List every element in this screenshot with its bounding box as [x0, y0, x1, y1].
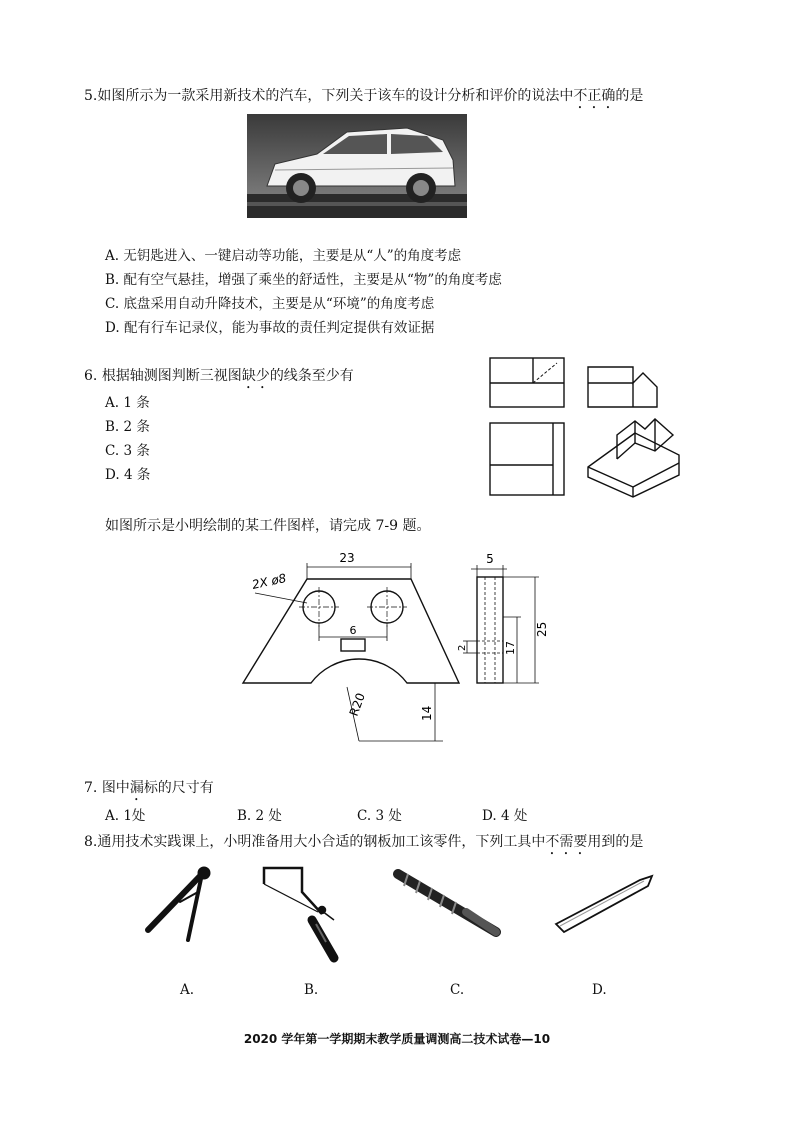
isometric-view [588, 419, 679, 497]
q6-option-c: C. 3 条 [105, 443, 150, 459]
q7-stem: 7. 图中漏标的尺寸有 [84, 780, 214, 796]
q6-stem: 6. 根据轴测图判断三视图缺少的线条至少有 [84, 368, 354, 384]
q5-option-a: A. 无钥匙进入、一键启动等功能，主要是从“人”的角度考虑 [105, 248, 462, 264]
q6-option-b: B. 2 条 [105, 419, 150, 435]
side-plate [477, 577, 503, 683]
tool-label-a: A. [180, 982, 195, 998]
tool-label-d: D. [592, 982, 607, 998]
dim-25: 25 [535, 621, 549, 637]
q7-option-c: C. 3 处 [357, 808, 402, 824]
q5-number: 5. [84, 88, 98, 104]
dim-5: 5 [486, 552, 494, 566]
dim-17: 17 [504, 641, 517, 655]
three-view-drawing [485, 355, 695, 500]
q6-option-d: D. 4 条 [105, 467, 151, 483]
dim-holes: 2X ø8 [250, 571, 288, 592]
q7-option-d: D. 4 处 [482, 808, 528, 824]
q7-number: 7. [84, 780, 98, 796]
tool-label-c: C. [450, 982, 465, 998]
q6-number: 6. [84, 368, 98, 384]
slot [341, 639, 365, 651]
q5-option-b: B. 配有空气悬挂，增强了乘坐的舒适性，主要是从“物”的角度考虑 [105, 272, 502, 288]
dim-23: 23 [339, 551, 355, 565]
q7-option-b: B. 2 处 [237, 808, 282, 824]
dim-6: 6 [349, 624, 357, 637]
side-view [588, 367, 657, 407]
tool-a-scriber-compass-icon [140, 862, 220, 947]
q5-option-d: D. 配有行车记录仪，能为事故的责任判定提供有效证据 [105, 320, 435, 336]
q6-option-a: A. 1 条 [105, 395, 150, 411]
dim-14: 14 [420, 705, 434, 721]
dim-2: 2 [457, 644, 468, 651]
q5-stem: 5.如图所示为一款采用新技术的汽车，下列关于该车的设计分析和评价的说法中不正确的是 [84, 88, 644, 104]
tool-label-b: B. [304, 982, 319, 998]
workpiece-drawing [235, 545, 565, 755]
tool-b-hand-saw-icon [252, 862, 347, 967]
tool-c-drill-bit-icon [392, 866, 504, 938]
car-photo [247, 114, 467, 218]
q5-option-c: C. 底盘采用自动升降技术，主要是从“环境”的角度考虑 [105, 296, 435, 312]
dim-r20: R20 [346, 691, 368, 719]
q8-stem: 8.通用技术实践课上，小明准备用大小合适的钢板加工该零件，下列工具中不需要用到的是 [84, 834, 644, 850]
q8-number: 8. [84, 834, 98, 850]
q5-emphasis: 不正确 [573, 88, 616, 104]
q6-emphasis: 缺少 [241, 368, 270, 384]
q8-emphasis: 不需要 [545, 834, 588, 850]
intro-7-9: 如图所示是小明绘制的某工件图样，请完成 7-9 题。 [105, 518, 431, 534]
page-footer: 2020 学年第一学期期末教学质量调测高二技术试卷—10 [243, 1032, 551, 1046]
q7-option-a: A. 1处 [105, 808, 146, 824]
q7-emphasis: 漏 [129, 780, 144, 796]
tool-d-chisel-icon [548, 872, 660, 936]
